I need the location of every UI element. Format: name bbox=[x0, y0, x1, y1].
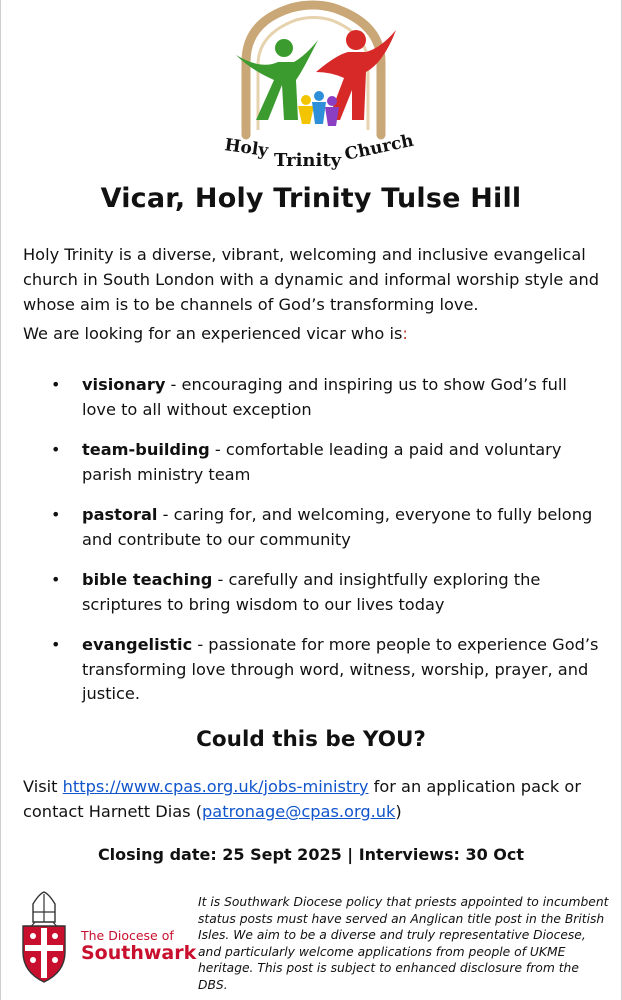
call-to-action-heading: Could this be YOU? bbox=[196, 727, 426, 752]
page-title: Vicar, Holy Trinity Tulse Hill bbox=[100, 183, 522, 214]
quality-term: visionary bbox=[82, 375, 166, 394]
diocese-label-small: The Diocese of bbox=[81, 928, 174, 943]
quality-description: - carefully and insightfully exploring the scriptures to bring wisdom to our lives today bbox=[82, 570, 541, 614]
lead-sentence bbox=[23, 321, 608, 346]
green-figure-head bbox=[275, 39, 293, 57]
diocese-crest-icon bbox=[15, 890, 75, 990]
visit-prefix: Visit bbox=[23, 777, 63, 796]
holy-trinity-church-logo bbox=[206, 0, 421, 178]
email-link[interactable]: patronage@cpas.org.uk bbox=[202, 802, 396, 821]
quality-term: pastoral bbox=[82, 505, 158, 524]
purple-figure-head bbox=[327, 96, 337, 106]
quality-term: team-building bbox=[82, 440, 210, 459]
jobs-ministry-link[interactable]: https://www.cpas.org.uk/jobs-ministry bbox=[62, 777, 369, 796]
quality-description: - caring for, and welcoming, everyone to fully belong and contribute to our community bbox=[82, 505, 593, 549]
logo-word-1: Holy bbox=[223, 135, 270, 162]
logo-word-2: Trinity bbox=[274, 150, 342, 171]
list-item-visionary bbox=[23, 373, 603, 422]
diocese-of-southwark-logo bbox=[15, 890, 195, 990]
contact-middle-text: for an application pack or contact Harnett Dias ( bbox=[23, 777, 581, 821]
blue-figure bbox=[312, 102, 326, 124]
diocese-policy-note: It is Southwark Diocese policy that priests appointed to incumbent status posts must have served an Anglican title post in the British Isles. We aim to be a diverse and truly representative Diocese, and particularly welcome applications from people of UKME heritage. This post is subject to enhanced disclosure from the DBS. bbox=[198, 895, 609, 992]
lead-colon: : bbox=[402, 324, 408, 343]
blue-figure-head bbox=[314, 91, 324, 101]
yellow-figure bbox=[298, 106, 314, 124]
purple-figure bbox=[325, 107, 339, 126]
quality-term: evangelistic bbox=[82, 635, 193, 654]
bullet-dot: • bbox=[51, 440, 61, 459]
bullet-dot: • bbox=[51, 375, 61, 394]
closing-date-line: Closing date: 25 Sept 2025 | Interviews: 30 Oct bbox=[97, 845, 525, 864]
bullet-dot: • bbox=[51, 635, 61, 654]
bullet-dot: • bbox=[51, 570, 61, 589]
list-item-pastoral bbox=[23, 503, 603, 552]
lead-text: We are looking for an experienced vicar who is bbox=[23, 324, 403, 343]
list-item-evangelistic bbox=[23, 633, 603, 707]
red-figure-head bbox=[346, 30, 366, 50]
quality-description: - comfortable leading a paid and voluntary parish ministry team bbox=[82, 440, 562, 484]
contact-suffix: ) bbox=[395, 802, 402, 821]
quality-description: - passionate for more people to experience God’s transforming love through word, witness, worship, prayer, and justice. bbox=[82, 635, 599, 703]
quality-term: bible teaching bbox=[82, 570, 213, 589]
logo-word-3: Church bbox=[342, 130, 416, 165]
qualities-list bbox=[23, 373, 603, 723]
church-logo-artwork bbox=[206, 0, 421, 178]
list-item-bible-teaching bbox=[23, 568, 603, 617]
list-item-team-building bbox=[23, 438, 603, 487]
intro-paragraph: Holy Trinity is a diverse, vibrant, welcoming and inclusive evangelical church in South London with a dynamic and informal worship style and whose aim is to be channels of God’s transforming love. bbox=[23, 245, 599, 314]
bullet-dot: • bbox=[51, 505, 61, 524]
contact-paragraph bbox=[23, 774, 613, 824]
diocese-label-large: Southwark bbox=[81, 942, 197, 964]
quality-description: - encouraging and inspiring us to show God’s full love to all without exception bbox=[82, 375, 567, 419]
yellow-figure-head bbox=[301, 95, 311, 105]
